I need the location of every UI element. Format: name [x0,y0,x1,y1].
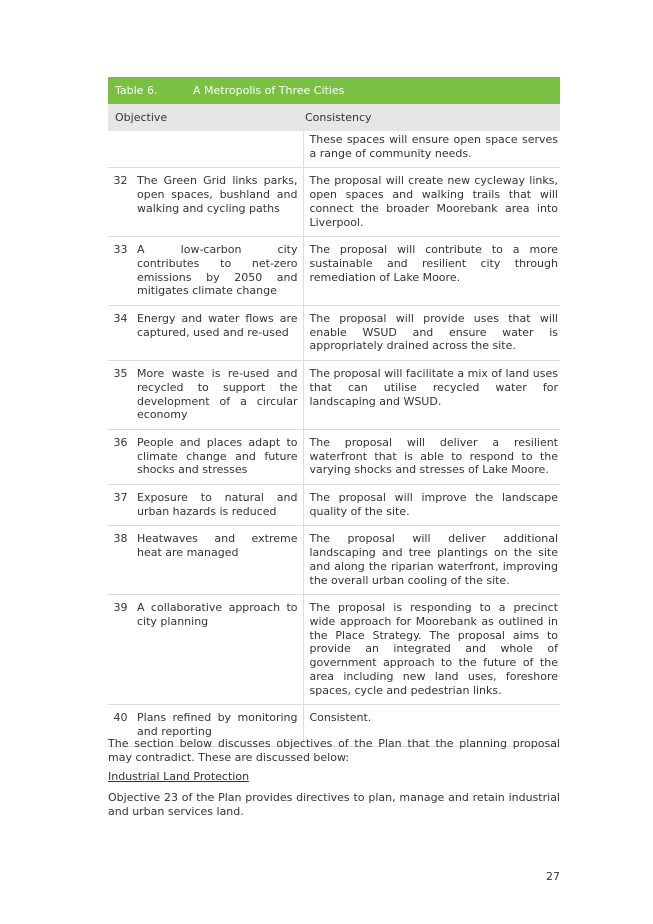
header-objective: Objective [115,111,168,124]
row-objective: Energy and water flows are captured, used and re-used [133,306,303,361]
row-consistency: Consistent. [303,705,560,746]
continuation-cell: These spaces will ensure open space serves a range of community needs. [303,131,560,168]
row-consistency: The proposal will deliver additional landscaping and tree plantings on the site and along the riparian waterfront, improving the overall urban cooling of the site. [303,526,560,595]
row-objective: A low-carbon city contributes to net-zero emissions by 2050 and mitigates climate change [133,237,303,306]
table-caption-title: A Metropolis of Three Cities [193,84,345,97]
table-caption-label: Table 6. [115,84,158,97]
body-paragraph-intro: The section below discusses objectives of the Plan that the planning proposal may contradict. These are discussed below: [108,737,560,764]
row-number: 39 [108,595,133,705]
row-number: 33 [108,237,133,306]
page-number: 27 [546,870,560,883]
objectives-table [108,77,560,747]
table-row [108,361,560,430]
row-objective: The Green Grid links parks, open spaces, bushland and walking and cycling paths [133,168,303,237]
row-consistency: The proposal will facilitate a mix of land uses that can utilise recycled water for landscaping and WSUD. [303,361,560,430]
row-consistency: The proposal will contribute to a more sustainable and resilient city through remediation of Lake Moore. [303,237,560,306]
table-row [108,595,560,705]
row-objective: Exposure to natural and urban hazards is reduced [133,485,303,526]
row-number: 35 [108,361,133,430]
row-objective: People and places adapt to climate change and future shocks and stresses [133,429,303,484]
row-number: 32 [108,168,133,237]
row-consistency: The proposal will deliver a resilient waterfront that is able to respond to the varying shocks and stresses of Lake Moore. [303,429,560,484]
table-caption [108,77,560,104]
table-row [108,306,560,361]
section-heading: Industrial Land Protection [108,770,250,783]
table-body [108,131,560,747]
row-number: 40 [108,705,133,746]
table-header [108,104,560,131]
table-row [108,237,560,306]
row-objective: More waste is re-used and recycled to support the development of a circular economy [133,361,303,430]
row-objective: A collaborative approach to city planning [133,595,303,705]
body-paragraph-objective-23: Objective 23 of the Plan provides directives to plan, manage and retain industrial and urban services land. [108,791,560,818]
table-row [108,485,560,526]
row-consistency: The proposal will provide uses that will enable WSUD and ensure water is appropriately drained across the site. [303,306,560,361]
row-number: 38 [108,526,133,595]
table-row [108,168,560,237]
row-objective: Heatwaves and extreme heat are managed [133,526,303,595]
row-consistency: The proposal is responding to a precinct wide approach for Moorebank as outlined in the Place Strategy. The proposal aims to provide an integrated and whole of government approach to the future of the area including new land uses, foreshore spaces, cycle and pedestrian links. [303,595,560,705]
row-consistency: The proposal will create new cycleway links, open spaces and walking trails that will connect the broader Moorebank area into Liverpool. [303,168,560,237]
row-number: 37 [108,485,133,526]
header-consistency: Consistency [305,111,372,124]
table-row [108,429,560,484]
table-row [108,131,560,168]
row-number: 34 [108,306,133,361]
row-number: 36 [108,429,133,484]
row-consistency: The proposal will improve the landscape quality of the site. [303,485,560,526]
table-row [108,526,560,595]
row-objective: Plans refined by monitoring and reporting [133,705,303,746]
